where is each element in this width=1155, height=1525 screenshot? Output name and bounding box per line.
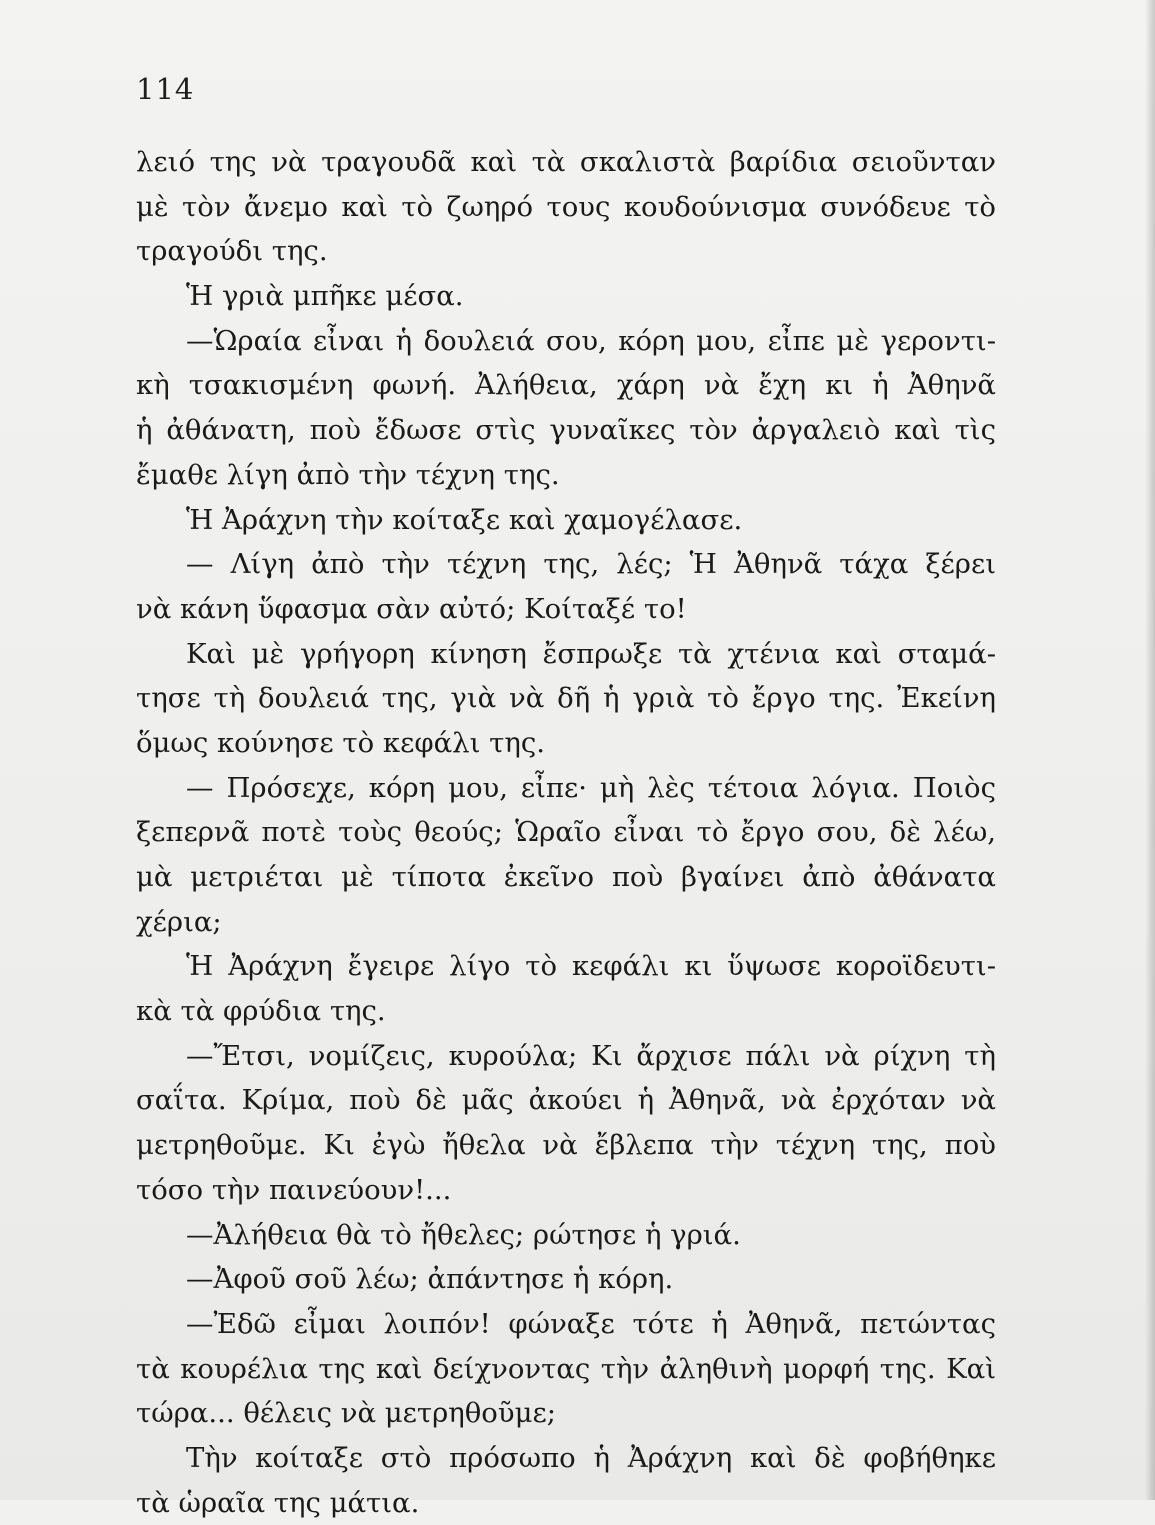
- text-line: τὰ ὡραῖα της μάτια.: [136, 1486, 420, 1519]
- text-line: —Ἔτσι, νομίζεις, κυρούλα; Κι ἄρχισε πάλι νὰ ρίχνη τὴ: [186, 1039, 996, 1072]
- text-line: — Πρόσεχε, κόρη μου, εἶπε· μὴ λὲς τέτοια λόγια. Ποιὸς: [186, 771, 996, 804]
- text-line: τησε τὴ δουλειά της, γιὰ νὰ δῆ ἡ γριὰ τὸ ἔργο της. Ἐκείνη: [136, 682, 996, 715]
- text-line: —Ἐδῶ εἶμαι λοιπόν! φώναξε τότε ἡ Ἀθηνᾶ, πετώντας: [186, 1307, 996, 1340]
- text-line: —Ὡραία εἶναι ἡ δουλειά σου, κόρη μου, εἶπε μὲ γεροντι-: [186, 324, 996, 357]
- text-line: ἔμαθε λίγη ἀπὸ τὴν τέχνη της.: [136, 458, 560, 491]
- text-line: ἡ ἀθάνατη, ποὺ ἔδωσε στὶς γυναῖκες τὸν ἀργαλειὸ καὶ τὶς: [136, 414, 996, 447]
- page-edge-shadow: [1145, 0, 1155, 1500]
- text-line: —Ἀλήθεια θὰ τὸ ἤθελες; ρώτησε ἡ γριά.: [186, 1218, 741, 1251]
- text-line: Ἡ Ἀράχνη ἔγειρε λίγο τὸ κεφάλι κι ὕψωσε κοροϊδευτι-: [186, 950, 996, 983]
- text-line: μὲ τὸν ἄνεμο καὶ τὸ ζωηρό τους κουδούνισμα συνόδευε τὸ: [136, 190, 996, 223]
- text-line: —Ἀφοῦ σοῦ λέω; ἀπάντησε ἡ κόρη.: [186, 1263, 674, 1296]
- text-line: σαΐτα. Κρίμα, ποὺ δὲ μᾶς ἀκούει ἡ Ἀθηνᾶ, νὰ ἐρχόταν νὰ: [136, 1084, 996, 1117]
- text-line: Ἡ Ἀράχνη τὴν κοίταξε καὶ χαμογέλασε.: [186, 503, 743, 536]
- text-line: χέρια;: [136, 905, 222, 938]
- text-line: Ἡ γριὰ μπῆκε μέσα.: [186, 280, 464, 313]
- text-line: τώρα... θέλεις νὰ μετρηθοῦμε;: [136, 1397, 556, 1430]
- text-line: — Λίγη ἀπὸ τὴν τέχνη της, λές; Ἡ Ἀθηνᾶ τάχα ξέρει: [186, 548, 996, 581]
- page-number: 114: [136, 72, 195, 106]
- text-line: μὰ μετριέται μὲ τίποτα ἐκεῖνο ποὺ βγαίνει ἀπὸ ἀθάνατα: [136, 861, 996, 893]
- text-line: τὰ κουρέλια της καὶ δείχνοντας τὴν ἀληθινὴ μορφή της. Καὶ: [136, 1352, 996, 1385]
- text-line: τόσο τὴν παινεύουν!...: [136, 1173, 452, 1206]
- text-line: Καὶ μὲ γρήγορη κίνηση ἔσπρωξε τὰ χτένια καὶ σταμά-: [186, 637, 996, 670]
- text-line: τραγούδι της.: [136, 235, 328, 268]
- text-line: κὴ τσακισμένη φωνή. Ἀλήθεια, χάρη νὰ ἔχη κι ἡ Ἀθηνᾶ: [136, 369, 996, 402]
- page-body-text: [136, 140, 996, 1525]
- text-line: λειό της νὰ τραγουδᾶ καὶ τὰ σκαλιστὰ βαρίδια σειοῦνταν: [136, 146, 996, 178]
- text-line: νὰ κάνη ὕφασμα σὰν αὐτό; Κοίταξέ το!: [136, 592, 687, 625]
- text-line: ὅμως κούνησε τὸ κεφάλι της.: [136, 726, 545, 759]
- text-line: μετρηθοῦμε. Κι ἐγὼ ἤθελα νὰ ἔβλεπα τὴν τέχνη της, ποὺ: [136, 1129, 996, 1162]
- text-line: ξεπερνᾶ ποτὲ τοὺς θεούς; Ὡραῖο εἶναι τὸ ἔργο σου, δὲ λέω,: [136, 816, 996, 849]
- text-line: κὰ τὰ φρύδια της.: [136, 995, 386, 1028]
- text-line: Τὴν κοίταξε στὸ πρόσωπο ἡ Ἀράχνη καὶ δὲ φοβήθηκε: [186, 1441, 996, 1474]
